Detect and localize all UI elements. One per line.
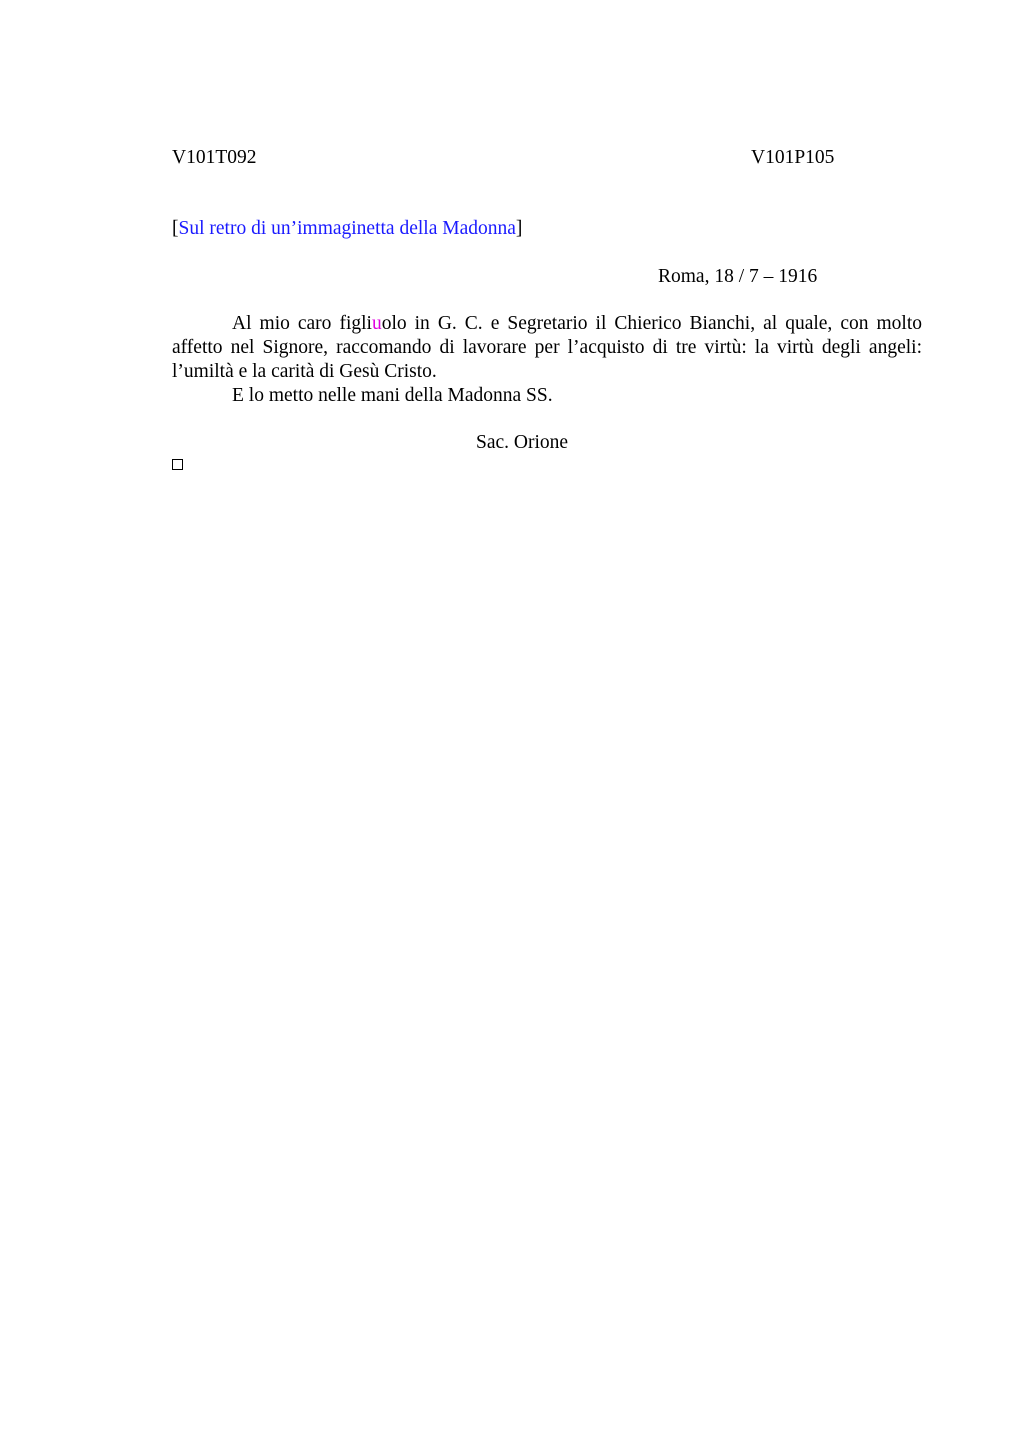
paragraph-1-highlight: u — [371, 313, 382, 334]
editorial-note — [172, 217, 522, 241]
dateline: Roma, 18 / 7 – 1916 — [658, 266, 818, 287]
editorial-note-text: Sul retro di un’immaginetta della Madonna — [178, 218, 516, 239]
editorial-note-close-bracket: ] — [515, 218, 523, 239]
letter-body — [172, 312, 922, 408]
paragraph-1-after: olo in G. C. e Segretario il Chierico Bianchi, al quale, con molto affetto nel Signore, raccomando di lavorare per l’acquisto di tre virtù: la virtù degli angeli: l’umiltà e la carità di Gesù Cristo. — [172, 313, 922, 382]
paragraph-1-before: Al mio caro figli — [232, 313, 372, 334]
letter-paragraph-2: E lo metto nelle mani della Madonna SS. — [232, 385, 553, 406]
empty-square-icon — [172, 459, 183, 470]
editorial-note-open-bracket: [ — [172, 218, 179, 239]
letter-paragraph-1 — [172, 312, 922, 384]
document-code-left: V101T092 — [172, 147, 257, 168]
signature: Sac. Orione — [476, 432, 569, 453]
document-code-right: V101P105 — [751, 147, 835, 168]
